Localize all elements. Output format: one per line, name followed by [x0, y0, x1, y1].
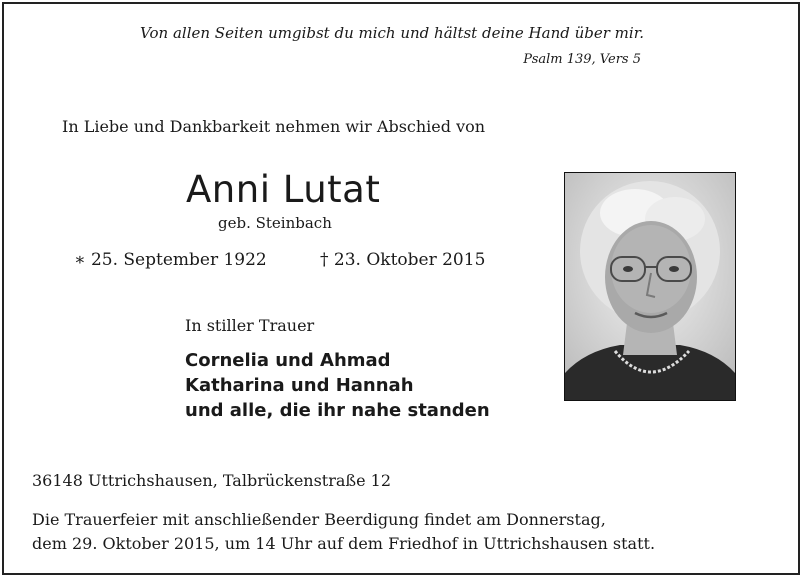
bible-verse: Von allen Seiten umgibst du mich und hältst deine Hand über mir.	[140, 24, 644, 42]
family-line: und alle, die ihr nahe standen	[185, 400, 490, 421]
portrait-photo-icon	[565, 173, 735, 400]
mourning-line: In stiller Trauer	[185, 316, 315, 335]
address: 36148 Uttrichshausen, Talbrückenstraße 12	[32, 471, 392, 490]
death-date: † 23. Oktober 2015	[320, 250, 486, 270]
family-list	[185, 348, 490, 423]
portrait-photo-icon	[564, 172, 736, 401]
funeral-service-info	[32, 508, 655, 556]
family-line: Katharina und Hannah	[185, 375, 414, 396]
verse-reference: Psalm 139, Vers 5	[523, 52, 641, 67]
family-line: Cornelia und Ahmad	[185, 350, 391, 371]
deceased-name: Anni Lutat	[186, 168, 381, 211]
intro-line: In Liebe und Dankbarkeit nehmen wir Abschied von	[62, 117, 486, 136]
maiden-name: geb. Steinbach	[218, 214, 332, 232]
service-line: Die Trauerfeier mit anschließender Beerdigung findet am Donnerstag,	[32, 510, 606, 529]
birth-date: ∗ 25. September 1922	[74, 250, 267, 270]
service-line: dem 29. Oktober 2015, um 14 Uhr auf dem Friedhof in Uttrichshausen statt.	[32, 534, 656, 553]
